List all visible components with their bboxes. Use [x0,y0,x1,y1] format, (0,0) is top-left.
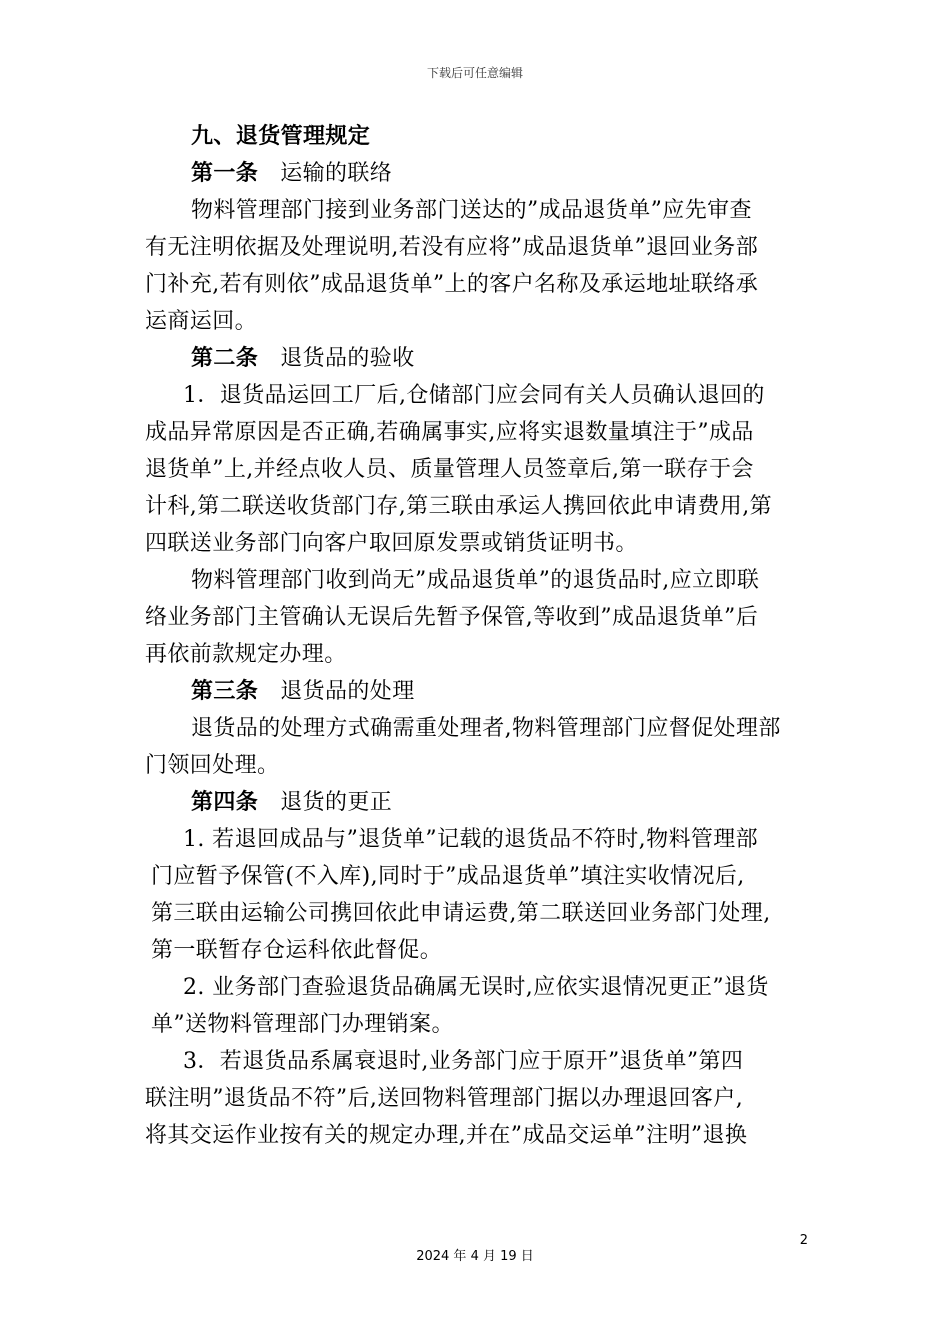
paragraph-line: 运商运回。 [145,309,258,334]
paragraph-line: 第一联暂存仓运科依此督促。 [151,938,443,963]
page-number: 2 [799,1233,808,1248]
paragraph-line: 2. 业务部门查验退货品确属无误时,应依实退情况更正”退货 [183,975,769,1000]
paragraph-line: 门领回处理。 [145,753,280,778]
paragraph-line: 物料管理部门收到尚无”成品退货单”的退货品时,应立即联 [191,568,760,593]
article-3-label: 第三条 [191,678,259,704]
paragraph-line: 单”送物料管理部门办理销案。 [151,1012,454,1037]
paragraph-line: 门补充,若有则依”成品退货单”上的客户名称及承运地址联络承 [145,272,759,297]
article-1-title: 运输的联络 [280,161,393,186]
paragraph-line: 1. 若退回成品与”退货单”记载的退货品不符时,物料管理部 [183,827,759,852]
article-2-heading [145,340,807,377]
paragraph-line: 再依前款规定办理。 [145,642,347,667]
paragraph-line: 计科,第二联送收货部门存,第三联由承运人携回依此申请费用,第 [145,494,772,519]
paragraph-line: 第三联由运输公司携回依此申请运费,第二联送回业务部门处理, [151,901,771,926]
article-1-label: 第一条 [191,160,259,186]
paragraph-line: 成品异常原因是否正确,若确属事实,应将实退数量填注于”成品 [145,420,754,445]
paragraph-line: 1．退货品运回工厂后,仓储部门应会同有关人员确认退回的 [183,383,765,408]
page-header: 下载后可任意编辑 [426,66,523,80]
article-4-label: 第四条 [191,789,259,815]
paragraph-line: 退货单”上,并经点收人员、质量管理人员签章后,第一联存于会 [145,457,754,482]
article-3-heading [145,673,807,710]
paragraph-line: 门应暂予保管(不入库),同时于”成品退货单”填注实收情况后, [151,864,745,889]
article-4-title: 退货的更正 [280,790,393,815]
paragraph-line: 3．若退货品系属衰退时,业务部门应于原开”退货单”第四 [183,1049,744,1074]
paragraph-line: 有无注明依据及处理说明,若没有应将”成品退货单”退回业务部 [145,235,759,260]
paragraph-line: 将其交运作业按有关的规定办理,并在”成品交运单”注明”退换 [145,1123,748,1148]
document-body [145,118,807,1154]
article-2-title: 退货品的验收 [280,346,415,371]
paragraph-line: 退货品的处理方式确需重处理者,物料管理部门应督促处理部 [191,716,781,741]
section-title: 九、退货管理规定 [191,123,371,149]
footer-date: 2024 年 4 月 19 日 [416,1249,534,1264]
paragraph-line: 络业务部门主管确认无误后先暂予保管,等收到”成品退货单”后 [145,605,759,630]
paragraph-line: 物料管理部门接到业务部门送达的”成品退货单”应先审查 [191,198,752,223]
article-2-label: 第二条 [191,345,259,371]
article-3-title: 退货品的处理 [280,679,415,704]
paragraph-line: 四联送业务部门向客户取回原发票或销货证明书。 [145,531,638,556]
paragraph-line: 联注明”退货品不符”后,送回物料管理部门据以办理退回客户, [145,1086,744,1111]
article-4-heading [145,784,807,821]
article-1-heading [145,155,807,192]
